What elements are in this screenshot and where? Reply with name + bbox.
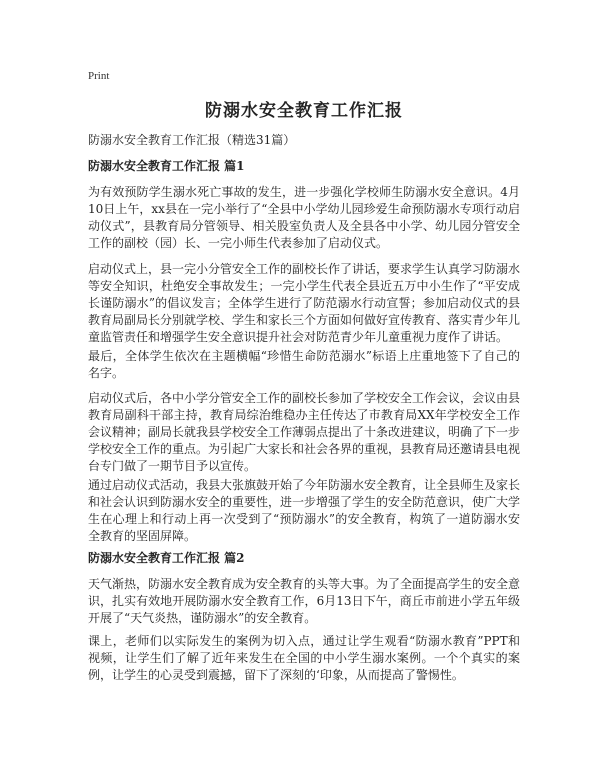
paragraph: 启动仪式后，各中小学分管安全工作的副校长参加了学校安全工作会议，会议由县教育局副科干部主持，教育局综治维稳办主任传达了市教育局XX年学校安全工作会议精神；副局长就我县学校安全工作薄弱点提出了十条改进建议，明确了下一步学校安全工作的重点。为引起广大家长和社会各界的重视，县教育局还邀请县电视台专门做了一期节目予以宣传。 xyxy=(88,391,521,473)
paragraph: 启动仪式上，县一完小分管安全工作的副校长作了讲话，要求学生认真学习防溺水等安全知识，杜绝安全事故发生；一完小学生代表全县近五万中小生作了“平安成长谨防溺水”的倡议发言；全体学生进行了防范溺水行动宣誓；参加启动仪式的县教育局副局长分别就学校、学生和家长三个方面如何做好宣传教育、落实青少年儿童监管责任和增强学生安全意识提升社会对防范青少年儿童重视力度作了讲话。 xyxy=(88,262,521,344)
paragraph: 天气渐热，防溺水安全教育成为安全教育的头等大事。为了全面提高学生的安全意识，扎实有效地开展防溺水安全教育工作，6月13日下午，商丘市前进小学五年级开展了“天气炎热，谨防溺水”的安全教育。 xyxy=(88,577,521,625)
section-heading-1: 防溺水安全教育工作汇报 篇1 xyxy=(88,159,245,173)
page-title: 防溺水安全教育工作汇报 xyxy=(205,101,403,121)
paragraph: 课上，老师们以实际发生的案例为切入点，通过让学生观看“防溺水教育”PPT和视频，让学生们了解了近年来发生在全国的中小学生溺水案例。一个个真实的案例，让学生的心灵受到震撼，留下了深刻的‘印象，从而提高了警惕性。 xyxy=(88,634,520,682)
document-subtitle: 防溺水安全教育工作汇报（精选31篇） xyxy=(88,133,296,147)
print-link[interactable]: Print xyxy=(88,70,110,82)
paragraph: 为有效预防学生溺水死亡事故的发生，进一步强化学校师生防溺水安全意识。4月10日上午，xx县在一完小举行了“全县中小学幼儿园珍爱生命预防溺水专项行动启动仪式”，县教育局分管领导、相关股室负责人及全县各中小学、幼儿园分管安全工作的副校（园）长、一完小师生代表参加了启动仪式。 xyxy=(88,185,520,250)
paragraph: 通过启动仪式活动，我县大张旗鼓开始了今年防溺水安全教育，让全县师生及家长和社会认识到防溺水安全的重要性，进一步增强了学生的安全防范意识，使广大学生在心理上和行动上再一次受到了“预防溺水”的安全教育，构筑了一道防溺水安全教育的坚固屏障。 xyxy=(88,478,521,543)
paragraph: 最后，全体学生依次在主题横幅“珍惜生命防范溺水”标语上庄重地签下了自己的名字。 xyxy=(88,349,520,380)
section-heading-2: 防溺水安全教育工作汇报 篇2 xyxy=(88,551,245,565)
